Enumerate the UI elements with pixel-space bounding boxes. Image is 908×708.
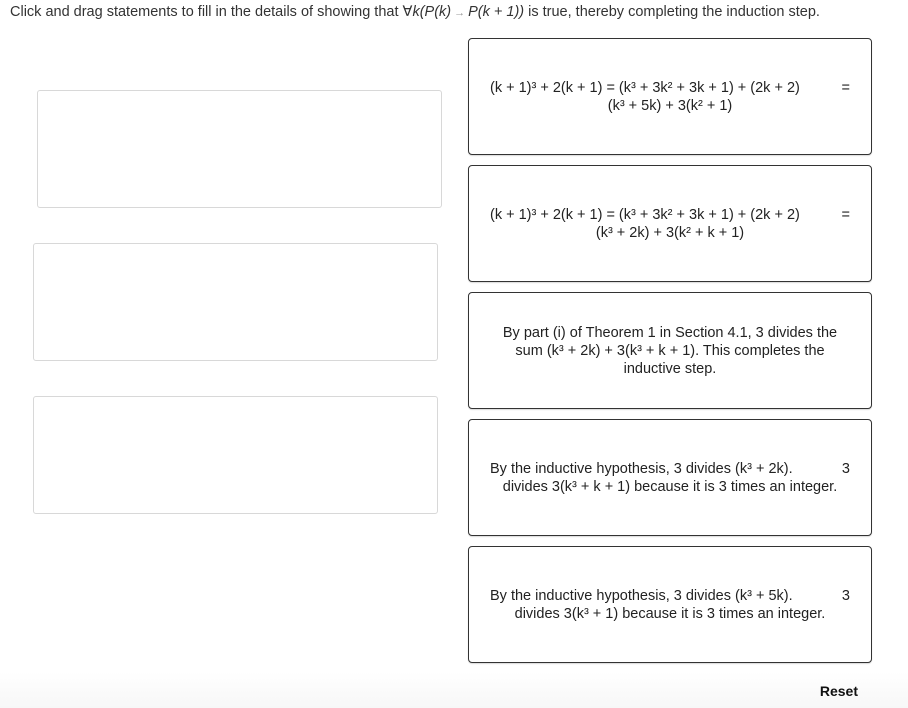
instruction-text	[10, 4, 820, 20]
statement-text: By part (i) of Theorem 1 in Section 4.1, 3 divides the sum (k³ + 2k) + 3(k³ + k + 1). This completes the inductive step.	[502, 324, 838, 377]
reset-button[interactable]: Reset	[819, 683, 858, 699]
draggable-statement-card-4[interactable]	[468, 419, 872, 536]
statement-line-2: (k³ + 5k) + 3(k² + 1)	[607, 97, 733, 114]
statement-line-2: divides 3(k³ + k + 1) because it is 3 times an integer.	[502, 478, 838, 495]
instruction-math-1: k(P(k)	[412, 4, 452, 20]
statement-connector: 3	[841, 460, 850, 477]
drop-zone-1[interactable]	[37, 90, 442, 208]
draggable-statement-card-3[interactable]	[468, 292, 872, 409]
draggable-statement-card-5[interactable]	[468, 546, 872, 663]
footer-bar	[0, 672, 908, 708]
draggable-statement-card-1[interactable]	[468, 38, 872, 155]
statement-line-1: By the inductive hypothesis, 3 divides (k³ + 2k).	[490, 460, 793, 477]
instruction-before: Click and drag statements to fill in the details of showing that ∀	[10, 4, 413, 20]
instruction-after: is true, thereby completing the induction step.	[524, 4, 820, 20]
statement-line-1: (k + 1)³ + 2(k + 1) = (k³ + 3k² + 3k + 1) + (2k + 2)	[490, 206, 800, 223]
statement-line-2: (k³ + 2k) + 3(k² + k + 1)	[595, 224, 745, 241]
draggable-statement-card-2[interactable]	[468, 165, 872, 282]
statement-connector: =	[841, 79, 850, 96]
drop-zone-2[interactable]	[33, 243, 438, 361]
statement-line-1: (k + 1)³ + 2(k + 1) = (k³ + 3k² + 3k + 1) + (2k + 2)	[490, 79, 800, 96]
statement-connector: =	[841, 206, 850, 223]
statement-connector: 3	[841, 587, 850, 604]
instruction-math-2: P(k + 1))	[468, 4, 525, 20]
drop-zone-3[interactable]	[33, 396, 438, 514]
statement-line-1: By the inductive hypothesis, 3 divides (k³ + 5k).	[490, 587, 793, 604]
implies-arrow-icon: →	[454, 7, 466, 19]
statement-line-2: divides 3(k³ + 1) because it is 3 times an integer.	[514, 605, 826, 622]
